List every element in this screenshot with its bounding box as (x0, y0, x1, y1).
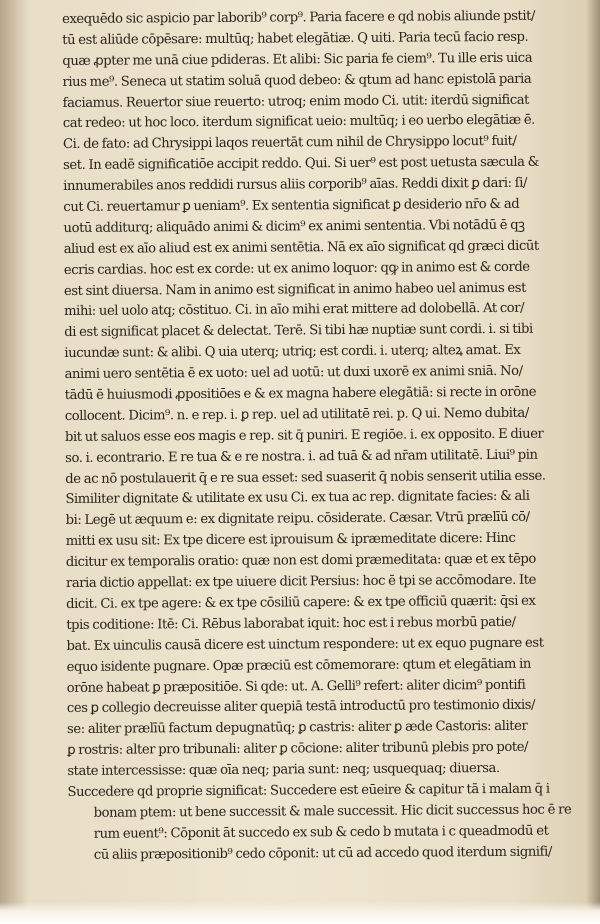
text-line: exequēdo sic aspicio par laborib⁹ corp⁹. Paria facere e qd nobis aliunde pstit/ (62, 8, 536, 27)
text-line: rius me⁹. Seneca ut statim soluā quod debeo: & qtum ad hanc epistolā paria (62, 71, 532, 90)
text-line: orōne habeat ꝑ præpositiōe. Si qde: ut. A. Gelli⁹ refert: aliter dicim⁹ pontifi (66, 677, 526, 696)
text-line: Similiter dignitate & utilitate ex usu Ci. ex tua ac rep. dignitate facies: & ali (65, 489, 530, 508)
text-line: est sint diuersa. Nam in animo est significat in animo habeo uel animus est (63, 280, 526, 299)
text-line: bonam ptem: ut bene successit & male successit. Hic dicit successus hoc ē re (93, 802, 572, 821)
text-line: tādū ē huiusmodi ꝓpositiōes e & ex magna habere elegātiā: si recte in orōne (64, 384, 537, 404)
text-line: bat. Ex uinculis causā dicere est uinctum respondere: ut ex equo pugnare est (66, 635, 544, 654)
text-line: raria dictio appellat: ex tpe uiuere dicit Persius: hoc ē tpi se accōmodare. Ite (65, 572, 537, 592)
text-line: uotū additurq; aliquādo animi & dicim⁹ ex animi sententia. Vbi notādū ē qꝫ (63, 217, 525, 236)
text-line: dicit. Ci. ex tpe agere: & ex tpe cōsiliū capere: & ex tpe officiū quærit: q̄si ex (66, 593, 536, 612)
text-line: so. i. econtrario. E re tua & e re nostra. i. ad tuā & ad nr̄am utilitatē. Liui⁹ pin (65, 447, 538, 466)
text-line: di est significat placet & delectat. Terē. Si tibi hæ nuptiæ sunt cordi. i. si tibi (64, 322, 533, 341)
text-line: faciamus. Reuertor siue reuerto: utroq; enim modo Ci. utit: iterdū significat (62, 92, 530, 111)
text-line: collocent. Dicim⁹. n. e rep. i. ꝑ rep. uel ad utilitatē rei. p. Q ui. Nemo dubita/ (64, 405, 529, 424)
text-line: innumerabiles anos reddidi rursus aliis corporib⁹ aīas. Reddi dixit ꝑ dari: ſi/ (63, 175, 528, 195)
text-line: state intercessisse: quæ oīa neq; paria sunt: neq; usquequaq; diuersa. (67, 761, 500, 780)
text-line: rum euent⁹: Cōponit āt succedo ex sub & cedo b mutata i c queadmodū et (93, 823, 549, 842)
text-line: ꝑ rostris: alter pro tribunali: aliter ꝑ cōcione: aliter tribunū plebis pro pote/ (67, 739, 529, 759)
text-line: mihi: uel uolo atq; cōstituo. Ci. in aīo mihi erat mittere ad dolobellā. At cor/ (64, 301, 525, 320)
text-line: Ci. de fato: ad Chrysippi laqos reuertāt cum nihil de Chrysippo locut⁹ fuit/ (62, 134, 517, 153)
text-line: tpis coditione: Itē: Ci. Rēbus laborabat iquit: hoc est i rebus morbū patie/ (66, 614, 516, 633)
text-line: tū est aliūde cōpēsare: multūq; habet elegātiæ. Q uiti. Paria tecū facio resp. (62, 29, 529, 48)
text-line: Succedere qd proprie significat: Succedere est eūeire & capitur tā i malam q̄ i (67, 781, 550, 800)
text-line: iucundæ sunt: & alibi. Q uia uterq; utriq; est cordi. i. uterq; alteꝝ amat. Ex (64, 343, 521, 362)
text-line: set. In eadē significatiōe accipit reddo. Qui. Si uer⁹ est post uetusta sæcula & (63, 154, 540, 174)
page-edge-shadow (586, 0, 600, 924)
text-line: mitti ex usu sit: Ex tpe dicere est iprouisum & ipræmeditate dicere: Hinc (65, 531, 516, 550)
text-line: cū aliis præpositionib⁹ cedo cōponit: ut cū ad accedo quod iterdum signifi/ (93, 844, 552, 863)
text-line: bi: Legē ut æquum e: ex dignitate reipu. cōsiderate. Cæsar. Vtrū prælīū cō/ (65, 510, 530, 529)
text-block (62, 6, 592, 866)
text-line: animi uero sentētia ē ex uoto: uel ad uotū: ut duxi uxorē ex animi sniā. No/ (64, 363, 523, 383)
page-bottom-margin (0, 902, 600, 924)
text-line: aliud est ex aīo aliud est ex animi sentētia. Nā ex aīo significat qd græci dicūt (63, 238, 539, 257)
text-line: equo isidente pugnare. Opæ præciū est cōmemorare: qtum et elegātiam in (66, 656, 531, 675)
text-line: bit ut saluos esse eos magis e rep. sit q̄ puniri. E regiōe. i. ex opposito. E diuer (64, 426, 544, 445)
text-line: dicitur ex temporalis oratio: quæ non est domi præmeditata: quæ et ex tēpo (65, 551, 536, 571)
text-line: de ac nō postulauerit q̄ e re sua esset: sed suaserit q̄ nobis senserit utilia esse. (65, 468, 546, 487)
text-line: ces ꝑ collegio decreuisse aliter quepiā testā introductū pro testimonio dixis/ (66, 698, 536, 717)
text-line: quæ ꝓpter me unā ciue pdideras. Et alibi: Sic paria fe ciem⁹. Tu ille eris uica (62, 50, 533, 69)
gutter-shadow (0, 0, 28, 924)
text-line: se: aliter prælīū factum depugnatūq; ꝑ castris: aliter ꝑ æde Castoris: aliter (66, 719, 528, 738)
text-line: ecris cardias. hoc est ex corde: ut ex animo loquor: qꝙ in animo est & corde (63, 259, 530, 278)
text-line: cat redeo: ut hoc loco. iterdum significat ueio: multūq; i eo uerbo elegātiæ ē. (62, 113, 535, 132)
text-line: cut Ci. reuertamur ꝑ ueniam⁹. Ex sententia significat ꝑ desiderio nr̄o & ad (63, 196, 520, 216)
